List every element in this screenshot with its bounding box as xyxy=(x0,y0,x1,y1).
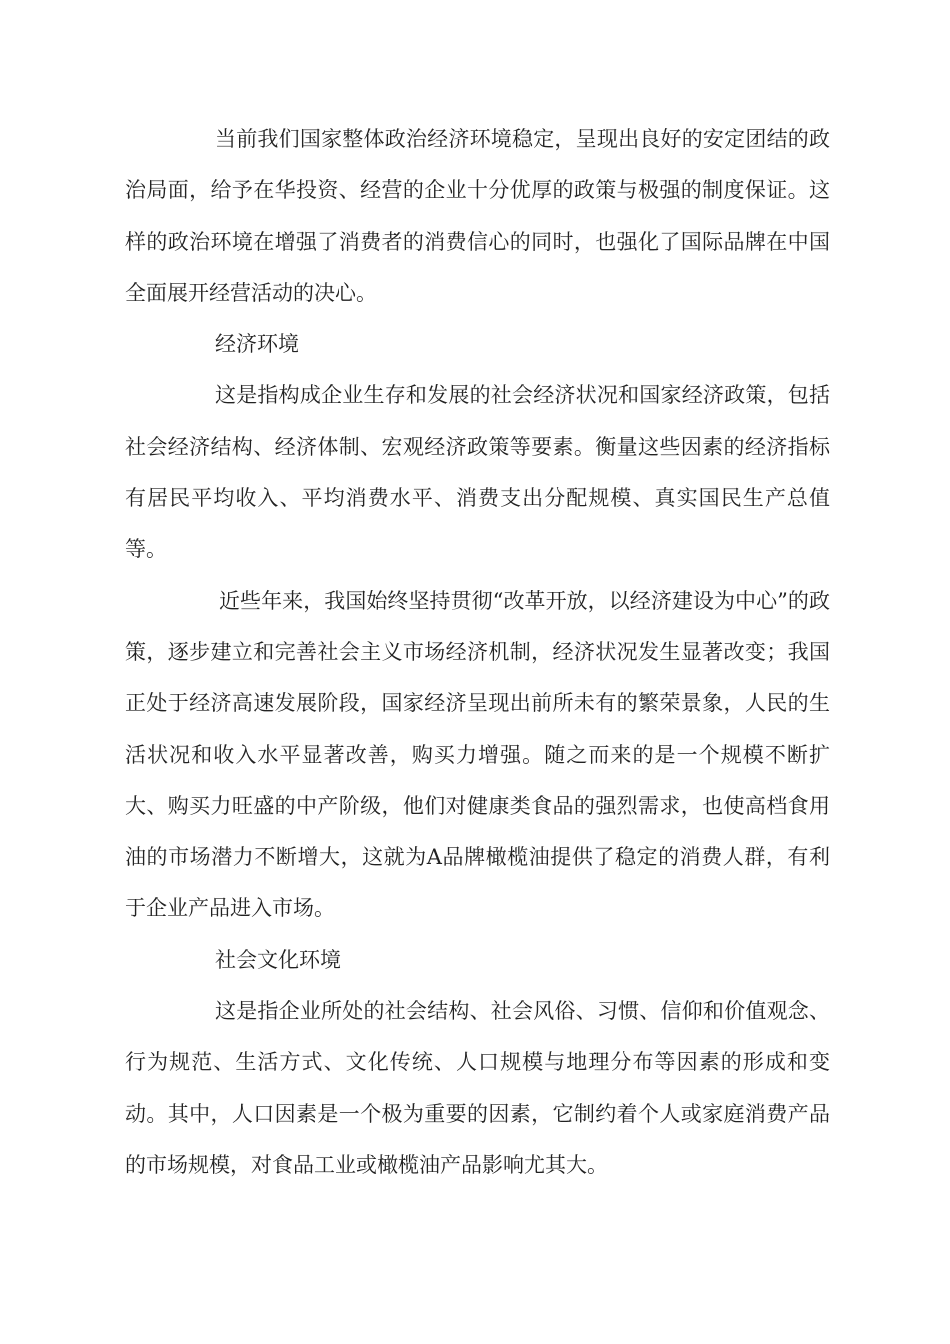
section-heading-social-cultural-environment: 社会文化环境 xyxy=(215,947,341,972)
section-heading-economic-environment: 经济环境 xyxy=(215,332,299,357)
paragraph-economic-development: 近些年来，我国始终坚持贯彻“改革开放，以经济建设为中心”的政策，逐步建立和完善社会主义市场经济机制，经济状况发生显著改变；我国正处于经济高速发展阶段，国家经济呈现出前所未有的繁荣景象，人民的生活状况和收入水平显著改善，购买力增强。随之而来的是一个规模不断扩大、购买力旺盛的中产阶级，他们对健康类食品的强烈需求，也使高档食用油的市场潜力不断增大，这就为A品牌橄榄油提供了稳定的消费人群，有利于企业产品进入市场。 xyxy=(125,588,830,921)
document-body xyxy=(125,114,830,1191)
paragraph-political-environment: 当前我们国家整体政治经济环境稳定，呈现出良好的安定团结的政治局面，给予在华投资、经营的企业十分优厚的政策与极强的制度保证。这样的政治环境在增强了消费者的消费信心的同时，也强化了国际品牌在中国全面展开经营活动的决心。 xyxy=(125,127,830,305)
paragraph-economic-definition: 这是指构成企业生存和发展的社会经济状况和国家经济政策，包括社会经济结构、经济体制、宏观经济政策等要素。衡量这些因素的经济指标有居民平均收入、平均消费水平、消费支出分配规模、真实国民生产总值等。 xyxy=(125,383,830,562)
paragraph-social-cultural-definition: 这是指企业所处的社会结构、社会风俗、习惯、信仰和价值观念、行为规范、生活方式、文化传统、人口规模与地理分布等因素的形成和变动。其中，人口因素是一个极为重要的因素，它制约着个人或家庭消费产品的市场规模，对食品工业或橄榄油产品影响尤其大。 xyxy=(125,999,830,1177)
